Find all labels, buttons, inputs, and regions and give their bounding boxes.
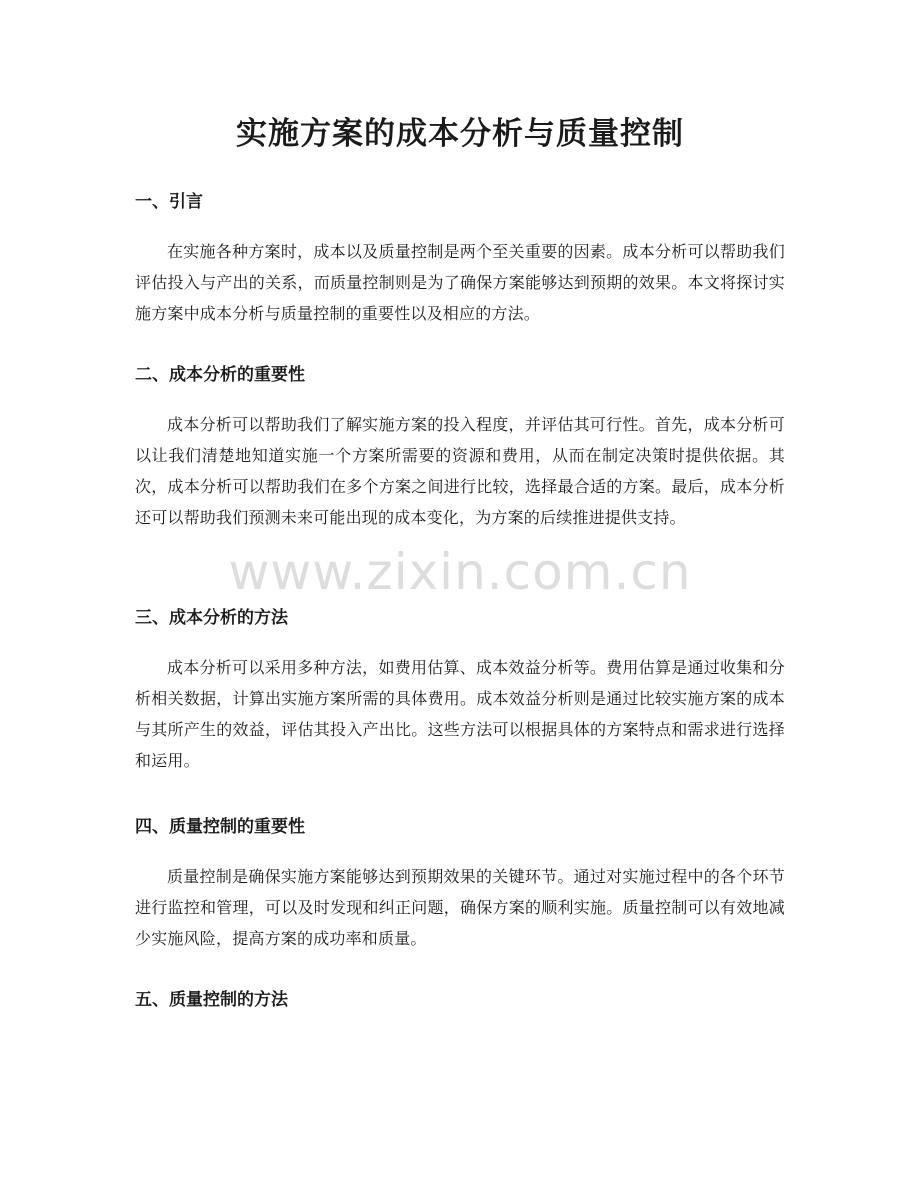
section-body-cost-importance: 成本分析可以帮助我们了解实施方案的投入程度，并评估其可行性。首先，成本分析可以让我们清楚地知道实施一个方案所需要的资源和费用，从而在制定决策时提供依据。其次，成本分析可以帮助我们在多个方案之间进行比较，选择最合适的方案。最后，成本分析还可以帮助我们预测未来可能出现的成本变化，为方案的后续推进提供支持。 — [135, 415, 785, 527]
watermark: www.zixin.com.cn — [228, 543, 692, 601]
section-heading-cost-methods: 三、成本分析的方法 — [135, 608, 288, 628]
section-heading-introduction: 一、引言 — [135, 192, 203, 212]
section-heading-cost-importance: 二、成本分析的重要性 — [135, 365, 305, 385]
section-body-quality-importance: 质量控制是确保实施方案能够达到预期效果的关键环节。通过对实施过程中的各个环节进行监控和管理，可以及时发现和纠正问题，确保方案的顺利实施。质量控制可以有效地减少实施风险，提高方案的成功率和质量。 — [135, 867, 785, 948]
section-body-introduction: 在实施各种方案时，成本以及质量控制是两个至关重要的因素。成本分析可以帮助我们评估投入与产出的关系，而质量控制则是为了确保方案能够达到预期的效果。本文将探讨实施方案中成本分析与质量控制的重要性以及相应的方法。 — [135, 242, 785, 323]
section-heading-quality-methods: 五、质量控制的方法 — [135, 990, 288, 1010]
section-body-cost-methods: 成本分析可以采用多种方法，如费用估算、成本效益分析等。费用估算是通过收集和分析相关数据，计算出实施方案所需的具体费用。成本效益分析则是通过比较实施方案的成本与其所产生的效益，评估其投入产出比。这些方法可以根据具体的方案特点和需求进行选择和运用。 — [135, 658, 785, 770]
section-heading-quality-importance: 四、质量控制的重要性 — [135, 817, 305, 837]
document-title: 实施方案的成本分析与质量控制 — [236, 116, 684, 152]
